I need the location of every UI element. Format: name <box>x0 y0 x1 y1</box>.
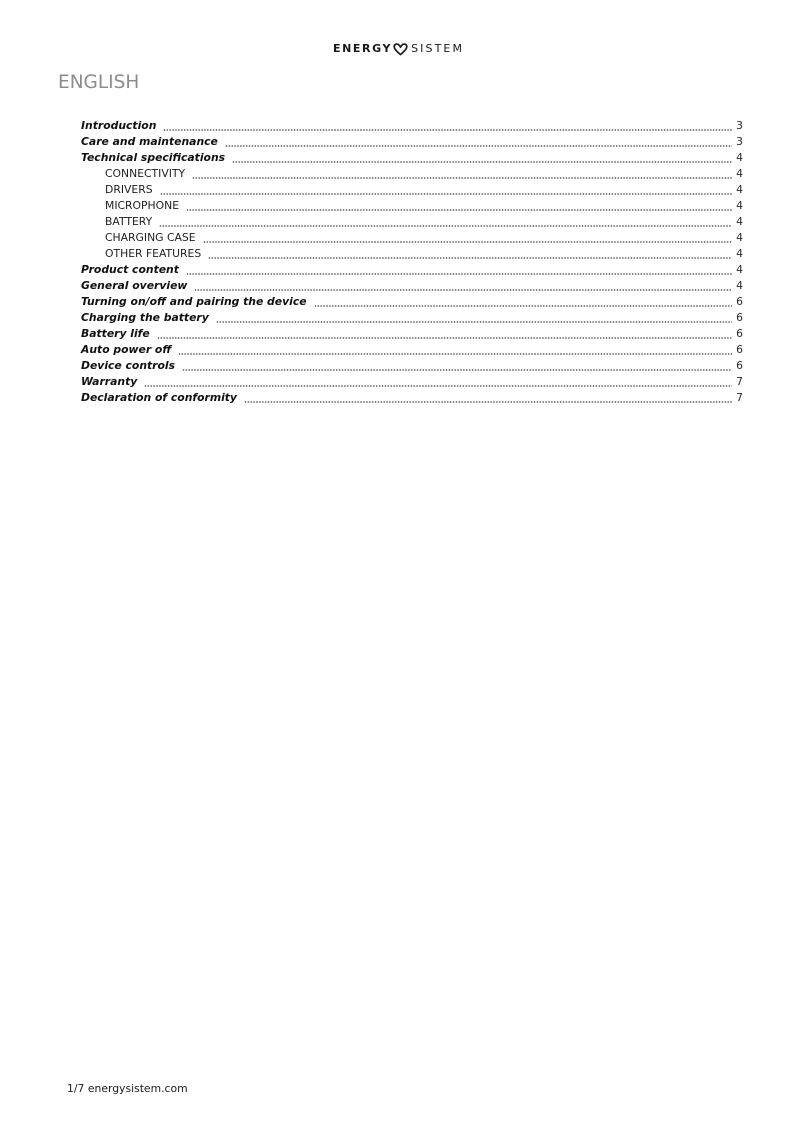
toc-subentry-battery[interactable] <box>81 214 743 230</box>
toc-dot-leader <box>314 294 733 310</box>
toc-entry-page: 3 <box>736 119 743 132</box>
toc-entry-page: 6 <box>736 295 743 308</box>
toc-subentry-charging-case[interactable] <box>81 230 743 246</box>
toc-entry-general-overview[interactable] <box>81 278 743 294</box>
toc-entry-label: CONNECTIVITY <box>105 167 186 180</box>
toc-entry-declaration-of-conformity[interactable] <box>81 390 743 406</box>
toc-entry-turning-on-off-pairing[interactable] <box>81 294 743 310</box>
toc-entry-page: 4 <box>736 215 743 228</box>
toc-dot-leader <box>192 166 732 182</box>
toc-subentry-microphone[interactable] <box>81 198 743 214</box>
toc-entry-technical-specifications[interactable] <box>81 150 743 166</box>
toc-dot-leader <box>232 150 732 166</box>
toc-dot-leader <box>208 246 732 262</box>
toc-entry-page: 3 <box>736 135 743 148</box>
toc-dot-leader <box>160 182 733 198</box>
toc-dot-leader <box>182 358 732 374</box>
toc-entry-warranty[interactable] <box>81 374 743 390</box>
toc-subentry-other-features[interactable] <box>81 246 743 262</box>
toc-entry-label: Charging the battery <box>81 311 209 324</box>
logo-text-sistem: SISTEM <box>411 42 465 55</box>
toc-entry-page: 4 <box>736 199 743 212</box>
toc-entry-care-and-maintenance[interactable] <box>81 134 743 150</box>
toc-entry-page: 6 <box>736 359 743 372</box>
logo-text-energy: ENERGY <box>333 42 393 55</box>
toc-entry-label: General overview <box>81 279 188 292</box>
toc-dot-leader <box>194 278 732 294</box>
toc-entry-label: Product content <box>81 263 179 276</box>
toc-dot-leader <box>178 342 732 358</box>
toc-dot-leader <box>157 326 732 342</box>
toc-entry-page: 4 <box>736 231 743 244</box>
toc-entry-battery-life[interactable] <box>81 326 743 342</box>
toc-entry-label: Warranty <box>81 375 138 388</box>
toc-entry-label: Turning on/off and pairing the device <box>81 295 307 308</box>
toc-entry-charging-the-battery[interactable] <box>81 310 743 326</box>
toc-entry-page: 7 <box>736 391 743 404</box>
toc-entry-label: DRIVERS <box>105 183 153 196</box>
toc-entry-label: OTHER FEATURES <box>105 247 202 260</box>
toc-entry-label: Device controls <box>81 359 176 372</box>
brand-logo <box>333 42 464 56</box>
toc-entry-label: Technical specifications <box>81 151 226 164</box>
page-indicator: 1/7 <box>67 1082 85 1095</box>
toc-entry-page: 7 <box>736 375 743 388</box>
toc-entry-page: 4 <box>736 151 743 164</box>
toc-entry-page: 4 <box>736 279 743 292</box>
toc-entry-introduction[interactable] <box>81 118 743 134</box>
toc-entry-device-controls[interactable] <box>81 358 743 374</box>
toc-entry-page: 4 <box>736 247 743 260</box>
toc-entry-label: Auto power off <box>81 343 172 356</box>
table-of-contents <box>81 118 743 406</box>
toc-dot-leader <box>186 262 732 278</box>
toc-dot-leader <box>144 374 732 390</box>
toc-dot-leader <box>244 390 732 406</box>
toc-entry-label: CHARGING CASE <box>105 231 196 244</box>
toc-entry-label: Battery life <box>81 327 150 340</box>
toc-entry-page: 4 <box>736 167 743 180</box>
toc-dot-leader <box>163 118 732 134</box>
toc-entry-page: 4 <box>736 183 743 196</box>
toc-entry-label: MICROPHONE <box>105 199 180 212</box>
toc-entry-page: 6 <box>736 327 743 340</box>
toc-entry-page: 4 <box>736 263 743 276</box>
toc-dot-leader <box>225 134 732 150</box>
toc-entry-page: 6 <box>736 343 743 356</box>
toc-entry-page: 6 <box>736 311 743 324</box>
language-heading: ENGLISH <box>58 72 140 93</box>
toc-entry-label: Declaration of conformity <box>81 391 237 404</box>
toc-entry-product-content[interactable] <box>81 262 743 278</box>
toc-subentry-drivers[interactable] <box>81 182 743 198</box>
toc-entry-label: Care and maintenance <box>81 135 218 148</box>
toc-subentry-connectivity[interactable] <box>81 166 743 182</box>
page-footer <box>67 1082 188 1096</box>
toc-entry-auto-power-off[interactable] <box>81 342 743 358</box>
toc-entry-label: BATTERY <box>105 215 153 228</box>
heart-check-icon <box>392 43 409 56</box>
website-link[interactable]: energysistem.com <box>87 1082 188 1095</box>
toc-dot-leader <box>186 198 732 214</box>
toc-entry-label: Introduction <box>81 119 157 132</box>
toc-dot-leader <box>159 214 732 230</box>
toc-dot-leader <box>216 310 732 326</box>
toc-dot-leader <box>203 230 733 246</box>
